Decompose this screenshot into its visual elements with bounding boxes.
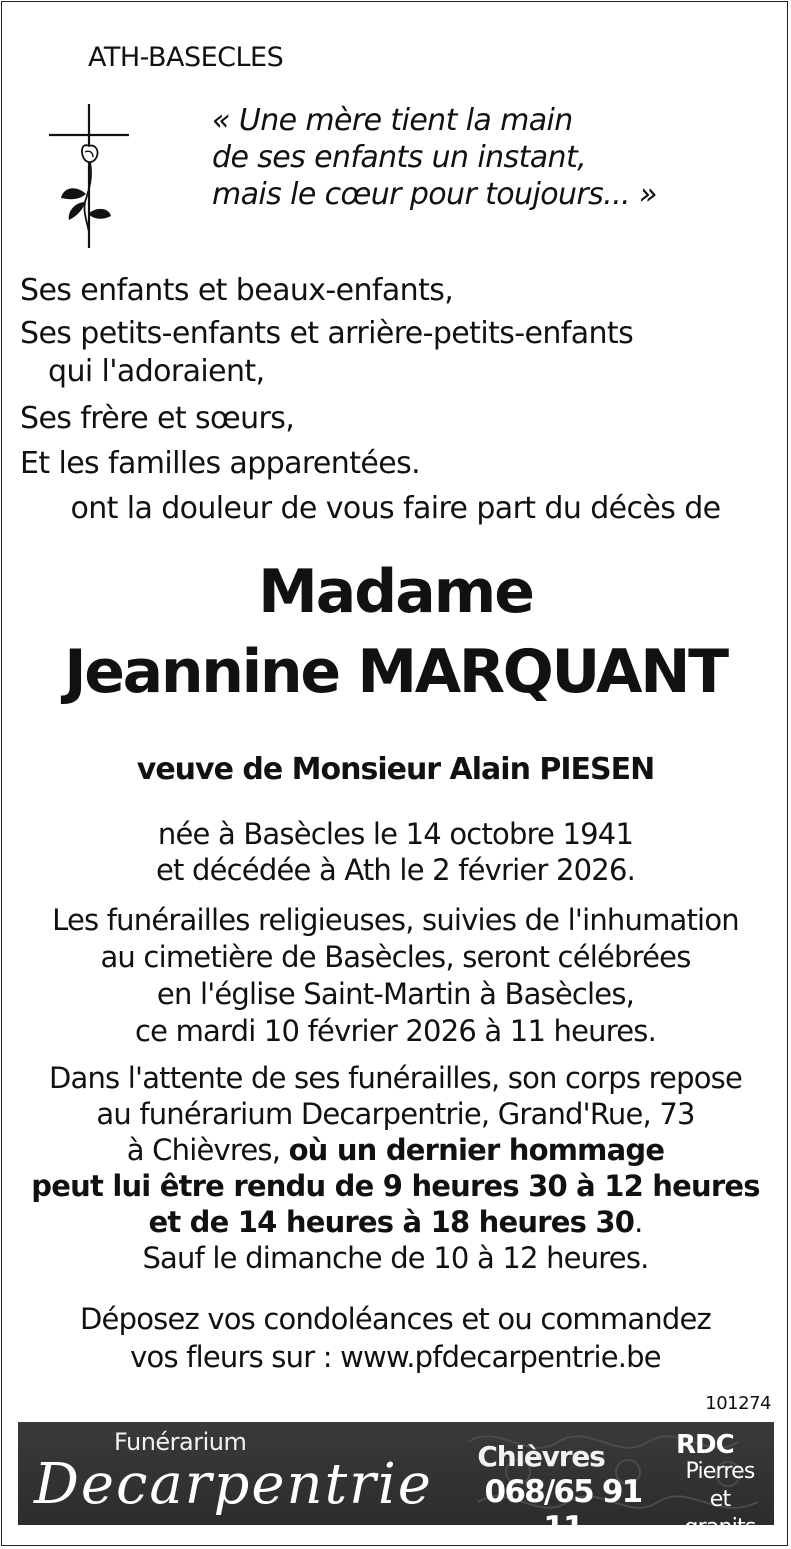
date-line: et décédée à Ath le 2 février 2026. xyxy=(155,853,636,887)
quote-line: de ses enfants un instant, xyxy=(212,140,587,175)
visitation-line xyxy=(0,1204,791,1240)
visitation-text: . xyxy=(634,1205,643,1239)
date-line: née à Basècles le 14 octobre 1941 xyxy=(157,817,634,851)
family-line: Ses enfants et beaux-enfants, xyxy=(20,273,454,308)
condolences-line: vos fleurs sur : www.pfdecarpentrie.be xyxy=(130,1340,661,1374)
deceased-name: Jeannine MARQUANT xyxy=(64,637,727,707)
visitation-line: peut lui être rendu de 9 heures 30 à 12 heures xyxy=(31,1169,760,1203)
location-header: ATH-BASECLES xyxy=(88,42,284,73)
funerarium-label: Funérarium xyxy=(114,1428,247,1456)
quote-block xyxy=(212,102,657,213)
visitation-line: au funérarium Decarpentrie, Grand'Rue, 73 xyxy=(96,1097,695,1131)
quote-line: « Une mère tient la main xyxy=(212,103,573,138)
visitation-block xyxy=(0,1060,791,1276)
dates-block xyxy=(0,816,791,888)
funeral-line: ce mardi 10 février 2026 à 11 heures. xyxy=(134,1014,656,1048)
deceased-title: Madame xyxy=(258,557,533,627)
family-line: Ses frère et sœurs, xyxy=(20,401,295,436)
city-label: Chièvres xyxy=(477,1440,605,1473)
funeral-line: en l'église Saint-Martin à Basècles, xyxy=(156,977,635,1011)
funeral-line: au cimetière de Basècles, seront célébrées xyxy=(100,940,691,974)
pierres-line: Pierres xyxy=(685,1459,755,1484)
funeral-home-banner xyxy=(18,1422,774,1546)
pierres-label xyxy=(674,1458,766,1542)
family-line: Et les familles apparentées. xyxy=(20,446,421,481)
family-line: qui l'adoraient, xyxy=(48,354,265,389)
funeral-home-name: Decarpentrie xyxy=(34,1452,433,1517)
visitation-text: à Chièvres, xyxy=(126,1133,289,1167)
condolences-line: Déposez vos condoléances et ou commandez xyxy=(80,1302,711,1336)
funeral-line: Les funérailles religieuses, suivies de l'inhumation xyxy=(52,903,739,937)
funeral-block xyxy=(0,902,791,1050)
announcement-line: ont la douleur de vous faire part du décès de xyxy=(70,491,721,526)
visitation-emphasis: et de 14 heures à 18 heures 30 xyxy=(148,1205,635,1239)
family-line: Ses petits-enfants et arrière-petits-enfants xyxy=(20,316,634,351)
pierres-line: et granits xyxy=(684,1487,756,1540)
cross-rose-icon xyxy=(45,102,135,252)
visitation-line: Sauf le dimanche de 10 à 12 heures. xyxy=(142,1241,649,1275)
quote-line: mais le cœur pour toujours... » xyxy=(212,177,657,212)
visitation-line: Dans l'attente de ses funérailles, son corps repose xyxy=(48,1061,743,1095)
visitation-line xyxy=(0,1132,791,1168)
rdc-logo: RDC xyxy=(676,1430,734,1460)
widow-line: veuve de Monsieur Alain PIESEN xyxy=(136,752,655,787)
visitation-emphasis: où un dernier hommage xyxy=(288,1133,665,1167)
condolences-block xyxy=(0,1300,791,1376)
phone-number: 068/65 91 11 xyxy=(484,1474,642,1546)
reference-number: 101274 xyxy=(705,1393,771,1414)
